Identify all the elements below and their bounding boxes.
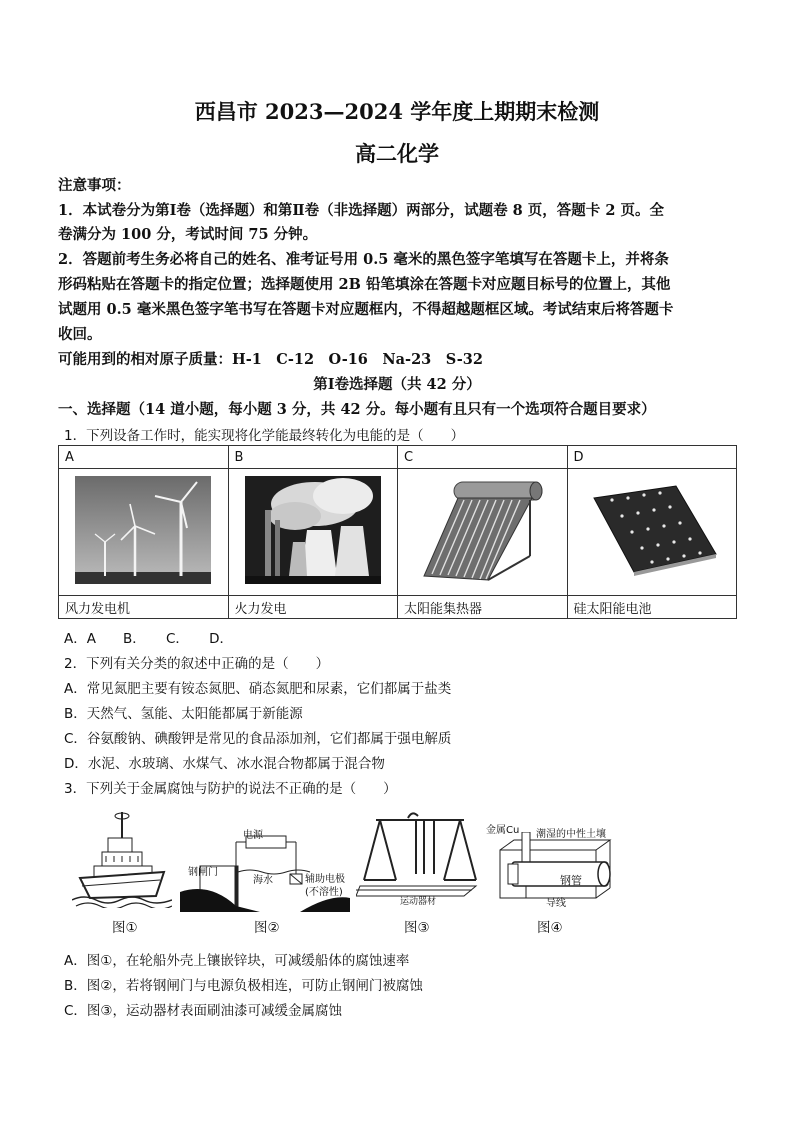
atomic-mass-line: 可能用到的相对原子质量：H-1 C-12 O-16 Na-23 S-32 <box>58 351 483 368</box>
notice-line: 1．本试卷分为第Ⅰ卷（选择题）和第Ⅱ卷（非选择题）两部分，试题卷 8 页，答题卡 2 页。全 <box>58 202 664 219</box>
q3-option-a: A．图①，在轮船外壳上镶嵌锌块，可减缓船体的腐蚀速率 <box>64 953 410 969</box>
notice-line: 收回。 <box>58 326 102 343</box>
q2-option-d: D．水泥、水玻璃、水煤气、冰水混合物都属于混合物 <box>64 756 385 772</box>
fig2-power-label: 电源 <box>243 830 263 841</box>
q1-caption-c: 太阳能集热器 <box>398 596 568 619</box>
notice-line: 卷满分为 100 分，考试时间 75 分钟。 <box>58 226 318 243</box>
fig4-soil-label: 潮湿的中性土壤 <box>536 829 606 840</box>
q2-option-c: C．谷氨酸钠、碘酸钾是常见的食品添加剂，它们都属于强电解质 <box>64 731 452 747</box>
notice-line: 试题用 0.5 毫米黑色签字笔书写在答题卡对应题框内，不得超越题框区域。考试结束后将答题卡 <box>58 301 674 318</box>
figure-2-label: 图② <box>254 920 280 936</box>
q1-label-d: D <box>567 446 737 469</box>
q3-option-c: C．图③，运动器材表面刷油漆可减缓金属腐蚀 <box>64 1003 343 1019</box>
q1-option-table <box>58 445 737 619</box>
q1-options: A．A B． C． D． <box>64 631 234 647</box>
fig3-equip-label: 运动器材 <box>400 897 437 907</box>
ship-figure <box>72 808 172 908</box>
sports-equipment-figure <box>356 810 480 898</box>
fig2-gate-label: 钢闸门 <box>188 867 218 878</box>
notice-heading: 注意事项： <box>58 177 131 194</box>
fig4-wire-label: 导线 <box>546 898 566 909</box>
part1-heading: 第Ⅰ卷选择题（共 42 分） <box>313 376 481 393</box>
q2-option-a: A．常见氮肥主要有铵态氮肥、硝态氮肥和尿素，它们都属于盐类 <box>64 681 452 697</box>
fig4-pipe-label: 钢管 <box>560 874 582 887</box>
q1-label-a: A <box>59 446 229 469</box>
figure-3-label: 图③ <box>404 920 430 936</box>
notice-line: 2．答题前考生务必将自己的姓名、准考证号用 0.5 毫米的黑色签字笔填写在答题卡上，并将条 <box>58 251 669 268</box>
notice-line: 形码粘贴在答题卡的指定位置；选择题使用 2B 铅笔填涂在答题卡对应题目标号的位置上，其他 <box>58 276 671 293</box>
exam-subject: 高二化学 <box>355 141 439 166</box>
q3-stem: 3．下列关于金属腐蚀与防护的说法不正确的是（ ） <box>64 781 397 797</box>
exam-title: 西昌市 2023—2024 学年度上期期末检测 <box>194 99 600 124</box>
fig2-sea-label: 海水 <box>253 875 273 886</box>
solar-water-heater-photo <box>398 469 568 596</box>
section-heading: 一、选择题（14 道小题，每小题 3 分，共 42 分。每小题有且只有一个选项符合题目要求） <box>58 401 656 418</box>
q3-option-b: B．图②，若将钢闸门与电源负极相连，可防止钢闸门被腐蚀 <box>64 978 423 994</box>
figure-4-label: 图④ <box>537 920 563 936</box>
fig2-aux-note: (不溶性) <box>305 887 343 898</box>
q1-label-b: B <box>228 446 398 469</box>
q1-stem: 1．下列设备工作时，能实现将化学能最终转化为电能的是（ ） <box>64 428 465 444</box>
q1-label-c: C <box>398 446 568 469</box>
fig4-metal-label: 金属Cu <box>486 825 520 836</box>
q2-stem: 2．下列有关分类的叙述中正确的是（ ） <box>64 656 330 672</box>
q1-caption-b: 火力发电 <box>228 596 398 619</box>
fig2-aux-label: 辅助电极 <box>305 874 345 885</box>
thermal-power-plant-photo <box>228 469 398 596</box>
figure-1-label: 图① <box>112 920 138 936</box>
silicon-solar-cell-photo <box>567 469 737 596</box>
wind-turbine-photo <box>59 469 229 596</box>
q2-option-b: B．天然气、氢能、太阳能都属于新能源 <box>64 706 303 722</box>
q1-caption-a: 风力发电机 <box>59 596 229 619</box>
q1-caption-d: 硅太阳能电池 <box>567 596 737 619</box>
